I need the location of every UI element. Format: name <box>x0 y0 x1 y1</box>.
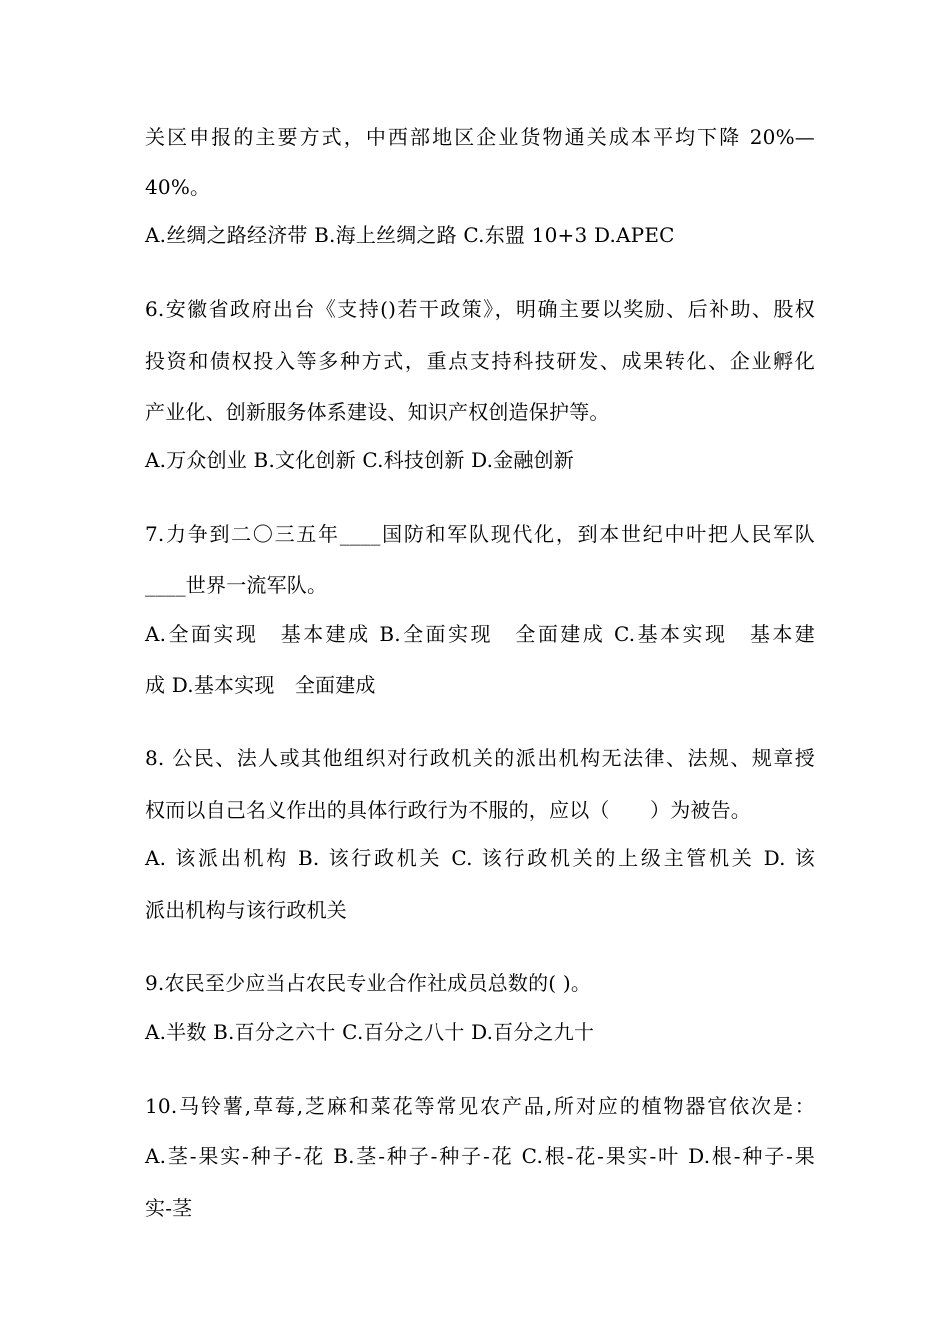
option-line: A.茎-果实-种子-花 B.茎-种子-种子-花 C.根-花-果实-叶 D.根-种子-果 <box>145 1144 815 1168</box>
text-line: 关区申报的主要方式，中西部地区企业货物通关成本平均下降 20%— <box>145 125 815 149</box>
option-line: A.万众创业 B.文化创新 C.科技创新 D.金融创新 <box>145 448 574 472</box>
question-7-line: 7.力争到二〇三五年____国防和军队现代化，到本世纪中叶把人民军队 <box>145 522 815 546</box>
option-line: A.丝绸之路经济带 B.海上丝绸之路 C.东盟 10+3 D.APEC <box>145 223 675 247</box>
option-line: 派出机构与该行政机关 <box>145 898 347 922</box>
question-6-line: 产业化、创新服务体系建设、知识产权创造保护等。 <box>145 400 610 424</box>
option-line: 成 D.基本实现 全面建成 <box>145 673 376 697</box>
question-9-line: 9.农民至少应当占农民专业合作社成员总数的( )。 <box>145 971 592 995</box>
question-10-line: 10.马铃薯,草莓,芝麻和菜花等常见农产品,所对应的植物器官依次是： <box>145 1094 815 1118</box>
question-8-line: 8. 公民、法人或其他组织对行政机关的派出机构无法律、法规、规章授 <box>145 746 815 770</box>
option-line: 实-茎 <box>145 1196 193 1220</box>
question-6-line: 6.安徽省政府出台《支持()若干政策》，明确主要以奖励、后补助、股权 <box>145 297 815 321</box>
option-line: A.半数 B.百分之六十 C.百分之八十 D.百分之九十 <box>145 1020 595 1044</box>
question-6-line: 投资和债权投入等多种方式，重点支持科技研发、成果转化、企业孵化 <box>145 349 815 373</box>
option-line: A. 该派出机构 B. 该行政机关 C. 该行政机关的上级主管机关 D. 该 <box>145 846 815 870</box>
question-7-line: ____世界一流军队。 <box>145 573 328 597</box>
question-8-line: 权而以自己名义作出的具体行政行为不服的，应以（ ）为被告。 <box>145 798 751 822</box>
text-line: 40%。 <box>145 175 211 199</box>
option-line: A.全面实现 基本建成 B.全面实现 全面建成 C.基本实现 基本建 <box>145 622 815 646</box>
